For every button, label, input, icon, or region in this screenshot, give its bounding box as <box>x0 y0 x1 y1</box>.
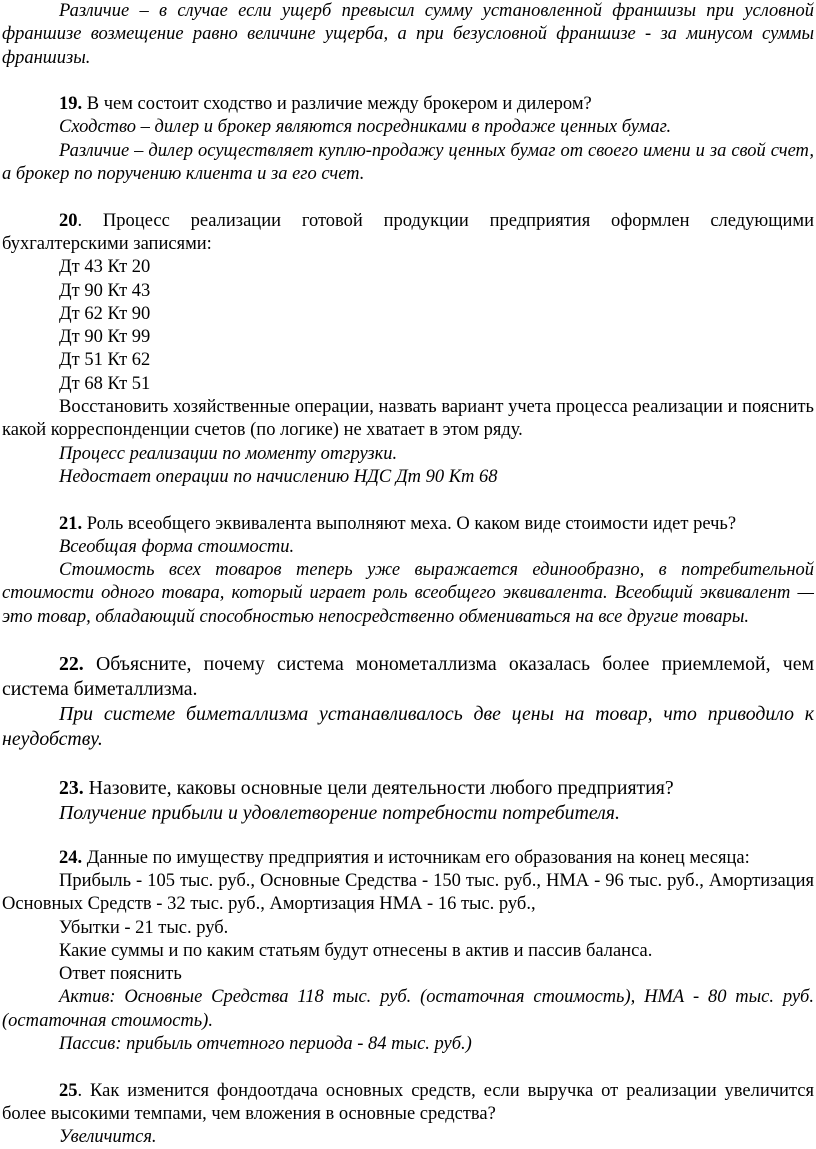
spacer <box>2 489 814 512</box>
question-number: 22. <box>59 653 84 676</box>
answer-19-difference: Различие – дилер осуществляет куплю-продажу ценных бумаг от своего имени и за свой счет, а брокер по поручению клиента и за его счет. <box>2 140 814 185</box>
question-text: Объясните, почему система монометаллизма оказалась более приемлемой, чем система биметаллизма. <box>2 653 814 701</box>
question-text: В чем состоит сходство и различие между брокером и дилером? <box>82 94 592 115</box>
question-text: Роль всеобщего эквивалента выполняют меха. О каком виде стоимости идет речь? <box>82 513 737 534</box>
intro-paragraph: Различие – в случае если ущерб превысил сумму установленной франшизы при условной франшизе возмещение равно величине ущерба, а при безусловной франшизе - за минусом суммы франшизы. <box>2 1 814 68</box>
answer-20-1: Процесс реализации по моменту отгрузки. <box>59 443 398 464</box>
question-number: 19. <box>59 94 83 115</box>
question-21 <box>2 513 814 536</box>
data-24-2: Убытки - 21 тыс. руб. <box>59 917 229 938</box>
answer-19-similarity: Сходство – дилер и брокер являются посредниками в продаже ценных бумаг. <box>59 117 672 138</box>
spacer <box>2 186 814 209</box>
spacer <box>2 752 814 775</box>
spacer <box>2 1056 814 1079</box>
question-text: Назовите, каковы основные цели деятельности любого предприятия? <box>83 776 674 799</box>
answer-22: При системе биметаллизма устанавливалось две цены на товар, что приводило к неудобству. <box>2 703 814 751</box>
question-number: 21. <box>59 513 83 534</box>
answer-21-1: Всеобщая форма стоимости. <box>59 536 295 557</box>
task-20: Восстановить хозяйственные операции, назвать вариант учета процесса реализации и пояснить какой корреспонденции счетов (по логике) не хватает в этом ряду. <box>2 397 814 441</box>
explain-24: Ответ пояснить <box>59 964 182 985</box>
entry-line: Дт 62 Кт 90 <box>59 303 151 324</box>
answer-25: Увеличится. <box>59 1127 157 1148</box>
answer-24-liabilities: Пассив: прибыль отчетного периода - 84 тыс. руб.) <box>59 1033 472 1054</box>
entry-line: Дт 90 Кт 43 <box>59 280 151 301</box>
spacer <box>2 70 814 93</box>
answer-24-assets: Актив: Основные Средства 118 тыс. руб. (остаточная стоимость), НМА - 80 тыс. руб. (остаточная стоимость). <box>2 987 814 1031</box>
question-number: 24. <box>59 847 83 868</box>
question-text: Данные по имуществу предприятия и источникам его образования на конец месяца: <box>82 847 750 868</box>
question-number: 20 <box>59 210 78 231</box>
answer-23: Получение прибыли и удовлетворение потребности потребителя. <box>59 801 620 824</box>
question-23 <box>2 776 814 801</box>
entry-line: Дт 90 Кт 99 <box>59 327 151 348</box>
entry-line: Дт 68 Кт 51 <box>59 373 151 394</box>
question-25 <box>2 1080 814 1127</box>
question-text: . Процесс реализации готовой продукции предприятия оформлен следующими бухгалтерскими записями: <box>2 210 814 254</box>
question-22 <box>2 652 814 702</box>
question-number: 23. <box>59 776 84 799</box>
question-20 <box>2 210 814 257</box>
question-number: 25 <box>59 1080 78 1101</box>
question-text: . Как изменится фондоотдача основных средств, если выручка от реализации увеличится более высокими темпами, чем вложения в основные средства? <box>2 1080 814 1124</box>
answer-21-2: Стоимость всех товаров теперь уже выражается единообразно, в потребительной стоимости одного товара, который играет роль всеобщего эквивалента. Всеобщий эквивалент — это товар, обладающий способностью непосредственно обмениваться на все другие товары. <box>2 560 814 627</box>
answer-20-2: Недостает операции по начислению НДС Дт 90 Кт 68 <box>59 466 498 487</box>
task-24: Какие суммы и по каким статьям будут отнесены в актив и пассив баланса. <box>59 940 653 961</box>
entry-line: Дт 43 Кт 20 <box>59 257 151 278</box>
data-24-1: Прибыль - 105 тыс. руб., Основные Средства - 150 тыс. руб., НМА - 96 тыс. руб., Амортизация Основных Средств - 32 тыс. руб., Амортизация НМА - 16 тыс. руб., <box>2 870 814 915</box>
question-19 <box>2 93 814 116</box>
spacer <box>2 629 814 652</box>
entry-line: Дт 51 Кт 62 <box>59 350 151 371</box>
question-24 <box>2 847 814 870</box>
spacer <box>2 826 814 847</box>
